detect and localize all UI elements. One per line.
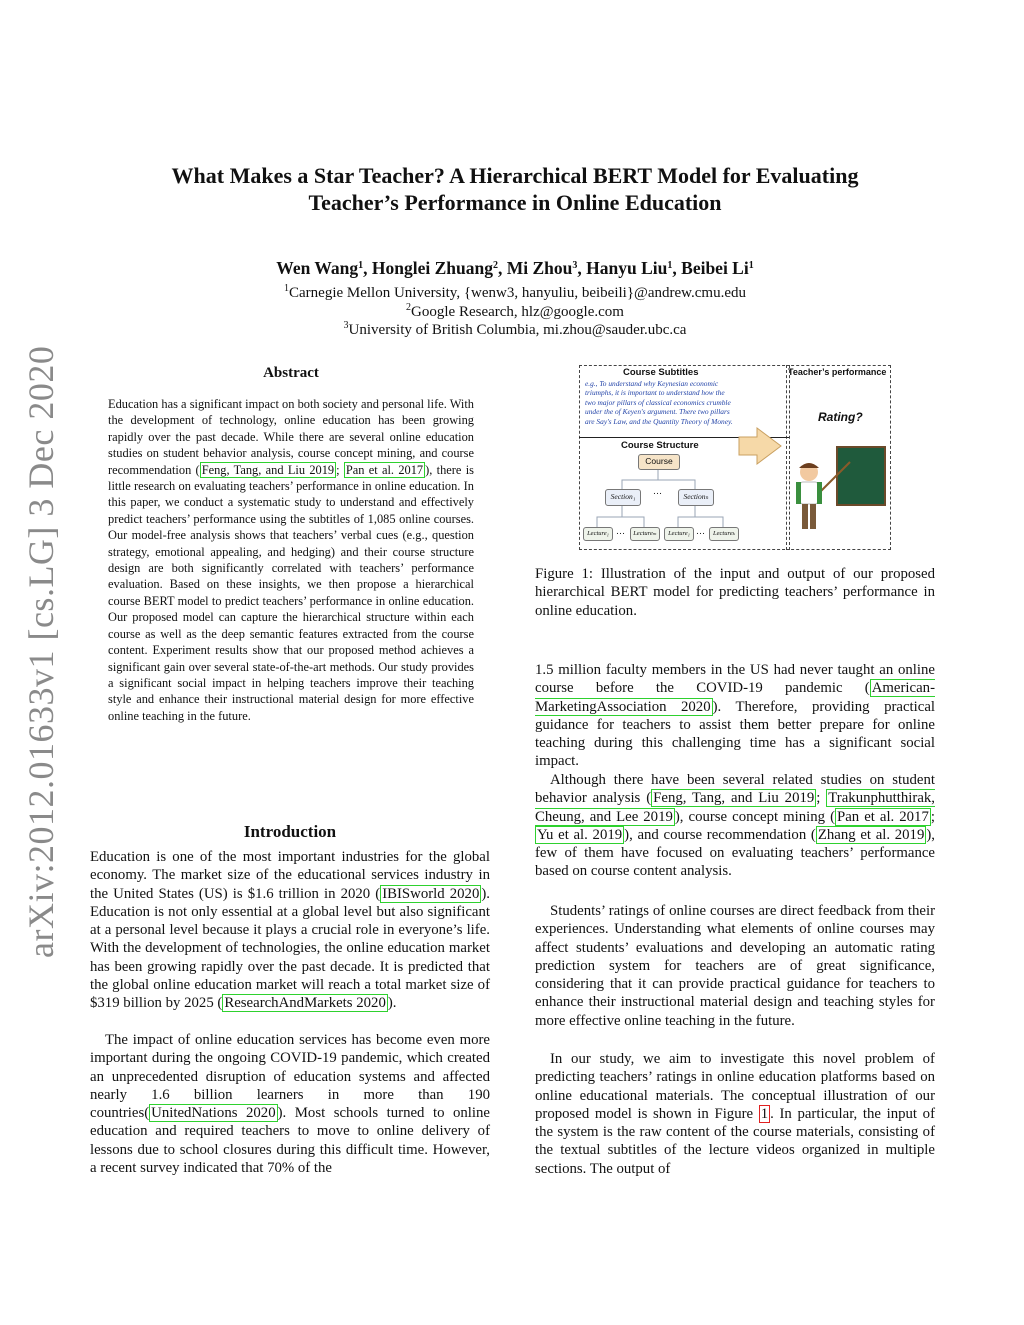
author-sup: 3 (572, 260, 578, 271)
paragraph-text: Although there have been several related studies on student behavior analysis ( (535, 772, 935, 807)
ellipsis: … (616, 526, 625, 536)
figure-teacher-performance-title: Teacher’s performance (788, 367, 887, 377)
affiliation-text: University of British Columbia, mi.zhou@sauder.ubc.ca (348, 322, 687, 338)
figure-reference-link[interactable]: 1 (760, 1105, 769, 1122)
abstract-body (108, 396, 474, 724)
citation-link[interactable]: Pan et al. 2017 (837, 808, 929, 825)
paragraph-text: ), few of them have focused on evaluating teachers’ performance based on course content analysis. (535, 826, 935, 880)
affiliation-text: Carnegie Mellon University, {wenw3, hanyuliu, beibeili}@andrew.cmu.edu (289, 285, 746, 301)
teacher-jacket-right (817, 482, 822, 504)
ellipsis: … (653, 486, 662, 496)
section1-lecture-edges (597, 504, 644, 527)
figure-graphics (565, 362, 895, 552)
arxiv-identifier: arXiv:2012.01633v1 [cs.LG] 3 Dec 2020 (21, 345, 61, 958)
citation-link[interactable]: Yu et al. 2019 (537, 826, 623, 843)
paragraph-text: . In particular, the input of the system is the raw content of the course materials, consisting of the textual subtitles of the lecture videos organized in multiple sections. The output of (535, 1105, 936, 1177)
affiliation-line (120, 284, 910, 303)
citation-link[interactable]: Zhang et al. 2019 (817, 826, 925, 843)
citation-link[interactable]: American-MarketingAssociation 2020 (535, 680, 935, 715)
affiliation-text: Google Research, hlz@google.com (411, 303, 624, 320)
author-sup: 2 (493, 260, 498, 271)
paragraph-text: 1.5 million faculty members in the US had never taught an online course before the COVID-19 pandemic ( (535, 662, 935, 697)
citation-link[interactable]: Feng, Tang, and Liu 2019 (201, 462, 335, 477)
author-sup: 1 (358, 260, 364, 271)
abstract-heading: Abstract (263, 365, 319, 381)
author-list: Wen Wang$^1$, Honglei Zhuang$^2$, Mi Zhou$^3$, Hanyu Liu$^1$, Beibei Li$^1$ (276, 258, 754, 278)
author-name: Hanyu Liu (586, 258, 668, 278)
paragraph-text: ). Therefore, providing practical guidance for teachers to assist them better prepare for online teaching during this challenging time has a significant social impact. (535, 698, 935, 770)
author-name: Beibei Li (681, 258, 749, 278)
affiliation-line (120, 321, 910, 340)
paragraph-text: ). Education is not only essential at a global level but also significant at a personal level because it plays a crucial role in everyone’s life. With the development of technologies, the online education market has been growing rapidly over the past decade. It is predicted that the global online education market will reach a total market size of $319 billion by 2025 ( (90, 885, 490, 1012)
paragraph: Students’ ratings of online courses are direct feedback from their experiences. Understanding what elements of online courses may affect students’ evaluations and developing an automatic rating prediction system for teachers are of great significance, considering that it can provide practical guidance for teachers to enhance their instructional material design and teaching styles for more effective online teaching in the future. (535, 903, 935, 1029)
tree-node-lecture: Lecture₁ (583, 527, 613, 541)
citation-link[interactable]: UnitedNations 2020 (151, 1105, 276, 1122)
paragraph-text: ), and course recommendation ( (624, 826, 816, 843)
author-name: Wen Wang (276, 258, 359, 278)
paragraph (90, 848, 490, 1013)
citation-separator: ; (336, 462, 344, 477)
ellipsis: … (696, 526, 705, 536)
author-sup: 1 (748, 260, 754, 271)
tree-node-lecture: Lectureₖ (709, 527, 739, 541)
author-name: Mi Zhou (506, 258, 573, 278)
paragraph-text: Education is one of the most important industries for the global economy. The market size of the educational services industry in the United States (US) is $1.6 trillion in 2020 ( (90, 849, 490, 902)
tree-node-section: Section₁ (605, 489, 641, 506)
figure-caption: Figure 1: Illustration of the input and output of our proposed hierarchical BERT model for predicting teachers’ performance in online education. (535, 566, 935, 619)
paragraph-text: In our study, we aim to investigate this novel problem of predicting teachers’ ratings in online education platforms based on online educational materials. The conceptual illustration of our proposed model is shown in Figure (535, 1051, 935, 1122)
author-sup: 1 (667, 260, 673, 271)
figure-example-text: e.g., To understand why Keynesian economic triumphs, it is important to understand how the two major pillars of classical economics crumble under the of Keyen's argument. There two pillars are Say's Law, and the Quantity Theory of Money. (585, 379, 733, 426)
tree-node-course: Course (638, 454, 680, 470)
paragraph-text: ). Most schools turned to online education and required teachers to move to online delivery of lessons due to school closures during this difficult time. However, a recent survey indicated that 70% of the (90, 1105, 490, 1177)
teacher-jacket-left (796, 482, 801, 504)
citation-link[interactable]: Pan et al. 2017 (345, 462, 424, 477)
paper-title (120, 162, 910, 216)
affiliation-list (120, 284, 910, 340)
citation-link[interactable]: Trakunphutthirak, Cheung, and Lee 2019 (535, 790, 936, 825)
paragraph (535, 661, 935, 771)
affiliation-sup: 2 (406, 301, 412, 313)
tree-node-section: Sectionₙ (678, 489, 714, 506)
sectionN-lecture-edges (678, 504, 723, 527)
blackboard-icon (837, 447, 885, 505)
author-name: Honglei Zhuang (371, 258, 493, 278)
paragraph-text: ). (387, 995, 397, 1012)
figure-course-structure-title: Course Structure (621, 440, 699, 451)
affiliation-line (120, 303, 910, 322)
tree-node-lecture: Lectureₘ (630, 527, 660, 541)
citation-link[interactable]: IBISworld 2020 (382, 885, 480, 902)
teacher-leg-left (802, 504, 808, 529)
affiliation-sup: 1 (284, 283, 289, 294)
paragraph-text: ), course concept mining ( (674, 808, 835, 825)
citation-link[interactable]: Feng, Tang, and Liu 2019 (653, 790, 815, 807)
citation-link[interactable]: ResearchAndMarkets 2020 (224, 995, 386, 1012)
citation-separator: ; (816, 790, 827, 807)
abstract-text: Education has a significant impact on both society and personal life. With the development of technology, online education has been growing rapidly over the past decade. While there are several online education studies on student behavior analysis, course concept mining, and course recommendation ( (108, 397, 474, 477)
affiliation-sup: 3 (343, 320, 349, 331)
teacher-shirt (800, 482, 818, 504)
figure-rating-label: Rating? (818, 410, 863, 424)
teacher-hair (799, 463, 819, 468)
figure-1 (565, 362, 895, 552)
citation-separator: ; (930, 808, 935, 825)
abstract-text: ), there is little research on evaluating teachers’ performance in online education. In this paper, we conduct a systematic study to understand and effectively predict teachers’ performance using the subtitles of 1,085 online courses. Our model-free analysis shows that teachers’ verbal cues (e.g., question strategy, emotional appealing, and hedging) and their course structure design are both significantly correlated with teachers’ performance evaluation. Based on these insights, we then propose a hierarchical course BERT model to predict teachers’ performance in online education. Our proposed model can capture the hierarchical structure within each course as well as the deep semantic features extracted from the course content. Experiment results show that our proposed method achieves a significant gain over several state-of-the-art methods. Our study provides a significant social impact in helping teachers improve their teaching style and enhance their instructional material design for more effective online teaching in the future. (108, 462, 474, 723)
title-line-2: Teacher’s Performance in Online Education (308, 190, 722, 215)
title-line-1: What Makes a Star Teacher? A Hierarchical BERT Model for Evaluating (171, 163, 859, 188)
figure-course-subtitles-title: Course Subtitles (623, 367, 699, 378)
paragraph-text: The impact of online education services has become even more important during the ongoing COVID-19 pandemic, which created an unprecedented disruption of education systems and affected nearly 1.6 billion learners in more than 190 countries( (90, 1032, 490, 1122)
paragraph (535, 771, 935, 881)
section-heading-introduction: Introduction (243, 822, 337, 841)
arrow-icon (739, 428, 781, 464)
paragraph (90, 1031, 490, 1177)
teacher-leg-right (810, 504, 816, 529)
teacher-illustration-icon (796, 447, 885, 529)
tree-node-lecture: Lecture₁ (664, 527, 694, 541)
paragraph (535, 1050, 935, 1178)
